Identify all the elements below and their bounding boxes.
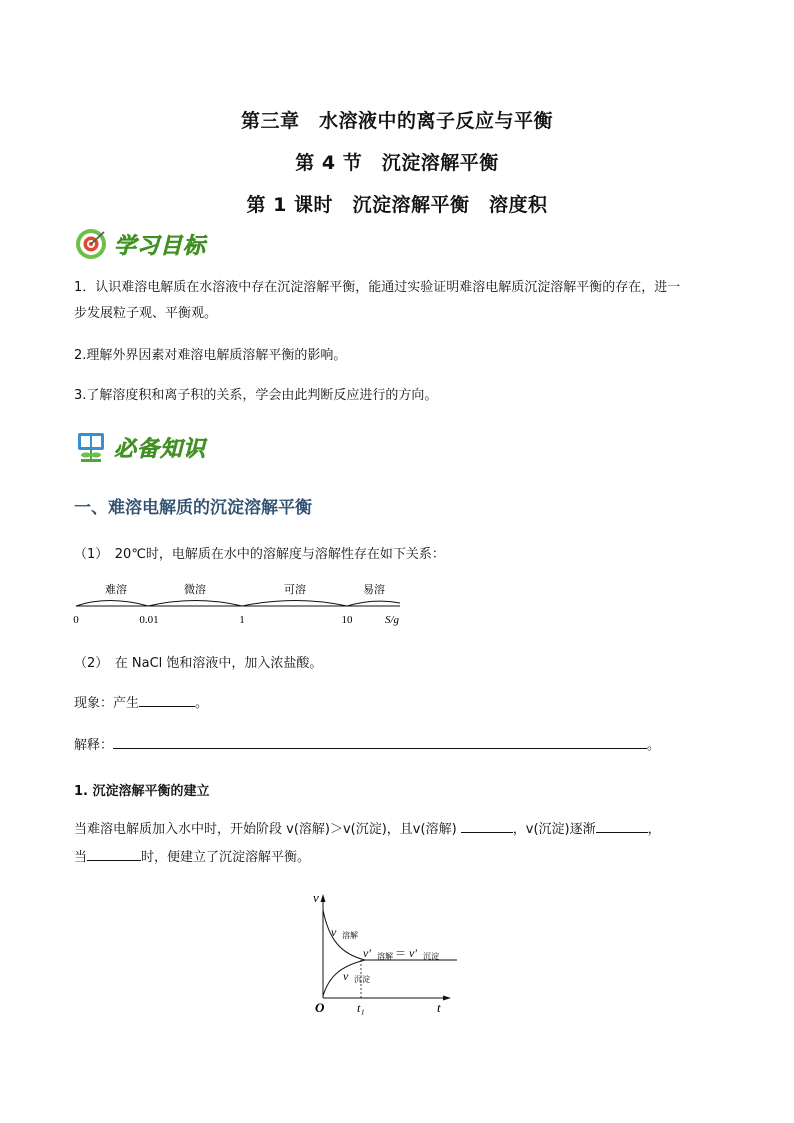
graph-eq-sign: ＝ — [395, 947, 406, 960]
phenomenon-label: 现象：产生 — [74, 696, 140, 711]
explanation-line — [74, 734, 660, 756]
explanation-label: 解释： — [74, 738, 114, 753]
graph-eq-right: v′ — [409, 946, 417, 960]
objective-3: 3.了解溶度积和离子积的关系，学会由此判断反应进行的方向。 — [74, 388, 438, 403]
graph-eq-left-sub: 溶解 — [377, 952, 393, 961]
objective-1-line2: 步发展粒子观、平衡观。 — [74, 306, 218, 321]
establish-line-2b: 时，便建立了沉淀溶解平衡。 — [141, 850, 311, 865]
graph-v-precip-sub: 沉淀 — [354, 975, 370, 984]
graph-eq-left: v′ — [363, 946, 371, 960]
scale-tick-10: 10 — [341, 614, 353, 626]
graph-origin-label: O — [315, 1000, 325, 1015]
solubility-scale — [68, 575, 413, 630]
scale-tick-0: 0 — [73, 614, 79, 626]
graph-v-dissolve: v — [331, 925, 337, 939]
establish-line-1 — [74, 818, 661, 840]
book-plant-icon — [74, 430, 108, 464]
item-2-text: （2） 在 NaCl 饱和溶液中，加入浓盐酸。 — [74, 656, 323, 671]
graph-eq-right-sub: 沉淀 — [423, 952, 439, 961]
scale-unit: S/g — [384, 614, 400, 626]
establish-line-2 — [74, 846, 310, 868]
section-title: 第 4 节 沉淀溶解平衡 — [295, 152, 499, 174]
chapter-title: 第三章 水溶液中的离子反应与平衡 — [240, 110, 553, 132]
graph-x-axis-label: t — [437, 1000, 441, 1015]
objective-1-line1: 1．认识难溶电解质在水溶液中存在沉淀溶解平衡，能通过实验证明难溶电解质沉淀溶解平衡的存在，进一 — [74, 280, 681, 295]
target-icon — [74, 227, 108, 261]
section-heading: 一、难溶电解质的沉淀溶解平衡 — [74, 498, 312, 518]
scale-label-slightly: 微溶 — [184, 583, 206, 596]
scale-label-easily: 易溶 — [363, 583, 385, 596]
scale-tick-001: 0.01 — [139, 614, 159, 626]
scale-label-soluble: 可溶 — [284, 583, 306, 596]
knowledge-badge-label: 必备知识 — [114, 437, 207, 462]
establish-line-1c: ， — [647, 822, 661, 837]
objective-2: 2.理解外界因素对难溶电解质溶解平衡的影响。 — [74, 348, 347, 363]
graph-v-dissolve-sub: 溶解 — [342, 931, 358, 940]
graph-v-precip: v — [343, 969, 349, 983]
establish-heading: 1. 沉淀溶解平衡的建立 — [74, 784, 210, 799]
blank-equilibrium-condition[interactable] — [87, 846, 141, 861]
scale-tick-1: 1 — [239, 614, 245, 626]
graph-t1-label: t₁ — [357, 1001, 365, 1015]
rate-time-graph — [305, 888, 465, 1016]
objectives-badge-label: 学习目标 — [114, 234, 207, 259]
establish-line-1a: 当难溶电解质加入水中时，开始阶段 v(溶解)＞v(沉淀)，且v(溶解) — [74, 822, 457, 837]
graph-y-axis-label: v — [313, 890, 319, 905]
establish-line-2a: 当 — [74, 850, 88, 865]
blank-dissolve-rate[interactable] — [461, 818, 513, 833]
blank-precip-rate[interactable] — [596, 818, 648, 833]
phenomenon-line — [74, 692, 208, 714]
scale-label-insoluble: 难溶 — [105, 583, 127, 596]
explanation-end: 。 — [647, 738, 661, 753]
phenomenon-blank[interactable] — [139, 692, 195, 707]
item-1-text: （1） 20℃时，电解质在水中的溶解度与溶解性存在如下关系： — [74, 547, 445, 562]
lesson-title: 第 1 课时 沉淀溶解平衡 溶度积 — [246, 194, 548, 216]
explanation-blank[interactable] — [113, 734, 647, 749]
establish-line-1b: ，v(沉淀)逐渐 — [512, 822, 596, 837]
phenomenon-end: 。 — [195, 696, 209, 711]
